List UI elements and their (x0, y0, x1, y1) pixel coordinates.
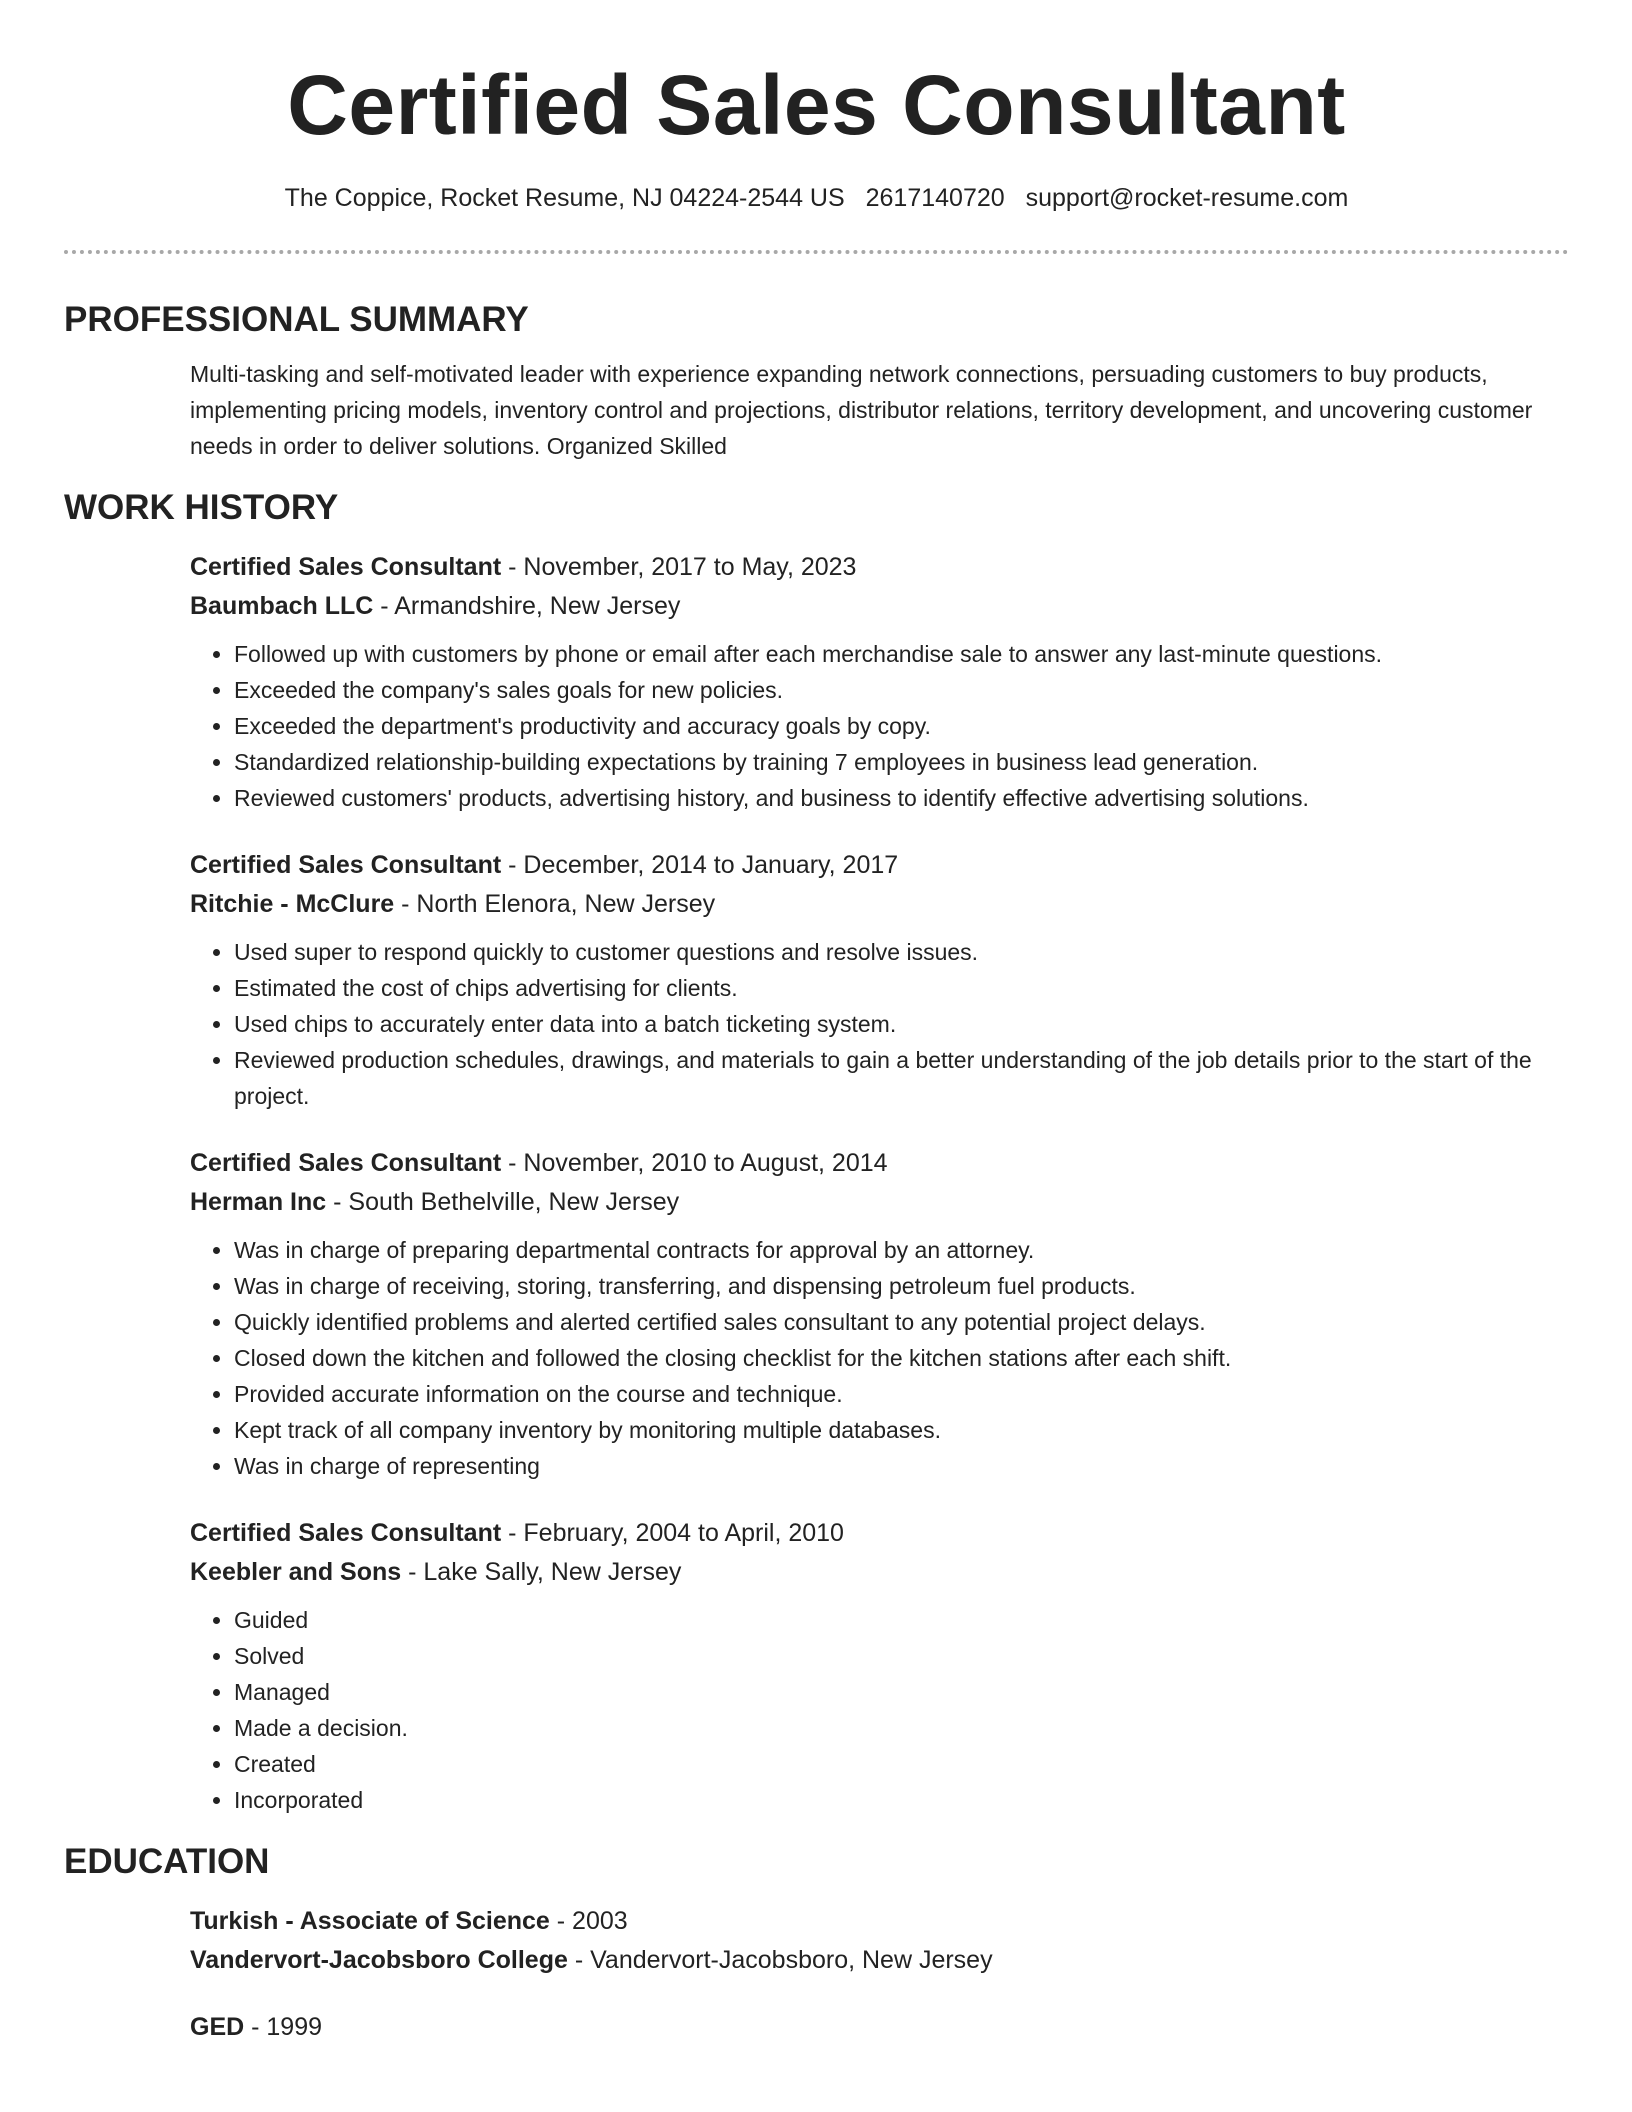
job-company-line (190, 1183, 1569, 1222)
job-location: - South Bethelville, New Jersey (326, 1188, 680, 1216)
job-company: Ritchie - McClure (190, 890, 395, 918)
job-bullets (190, 636, 1569, 816)
job-company-line (190, 587, 1569, 626)
job-title: Certified Sales Consultant (190, 1149, 502, 1177)
job-entry (190, 1144, 1569, 1484)
job-bullet: • Standardized relationship-building expectations by training 7 employees in business lead generation. (234, 744, 1569, 780)
job-company: Baumbach LLC (190, 592, 374, 620)
job-entry (190, 846, 1569, 1114)
job-bullets (190, 1602, 1569, 1818)
job-dates: - February, 2004 to April, 2010 (501, 1519, 844, 1547)
job-company-line (190, 885, 1569, 924)
job-bullet: • Used chips to accurately enter data into a batch ticketing system. (234, 1006, 1569, 1042)
job-dates: - November, 2017 to May, 2023 (501, 553, 857, 581)
resume-page (64, 0, 1569, 2047)
job-bullet: • Exceeded the company's sales goals for new policies. (234, 672, 1569, 708)
job-bullet: • Used super to respond quickly to customer questions and resolve issues. (234, 934, 1569, 970)
contact-email: support@rocket-resume.com (1025, 184, 1349, 212)
education-year: - 1999 (244, 2013, 323, 2041)
job-title: Certified Sales Consultant (190, 553, 502, 581)
education-location: - Vandervort-Jacobsboro, New Jersey (567, 1946, 993, 1974)
job-bullet: • Solved (234, 1638, 1569, 1674)
job-bullet: • Quickly identified problems and alerted certified sales consultant to any potential project delays. (234, 1304, 1569, 1340)
job-title-line (190, 548, 1569, 587)
job-location: - Lake Sally, New Jersey (401, 1558, 682, 1586)
contact-address: The Coppice, Rocket Resume, NJ 04224-2544 US (284, 184, 845, 212)
job-location: - North Elenora, New Jersey (394, 890, 716, 918)
job-bullet: • Reviewed production schedules, drawings, and materials to gain a better understanding of the job details prior to the start of the project. (234, 1042, 1569, 1114)
education-school: Vandervort-Jacobsboro College (190, 1946, 568, 1974)
job-company: Keebler and Sons (190, 1558, 402, 1586)
job-bullet: • Followed up with customers by phone or email after each merchandise sale to answer any last-minute questions. (234, 636, 1569, 672)
header-divider (64, 250, 1569, 254)
job-entry (190, 1514, 1569, 1818)
section-heading-work: WORK HISTORY (64, 488, 339, 527)
education-entry (190, 2008, 1569, 2047)
job-bullet: • Was in charge of preparing departmental contracts for approval by an attorney. (234, 1232, 1569, 1268)
job-bullet: • Incorporated (234, 1782, 1569, 1818)
job-location: - Armandshire, New Jersey (373, 592, 681, 620)
job-bullet: • Provided accurate information on the course and technique. (234, 1376, 1569, 1412)
education-degree-line (190, 2008, 1569, 2047)
job-dates: - November, 2010 to August, 2014 (501, 1149, 888, 1177)
job-dates: - December, 2014 to January, 2017 (501, 851, 899, 879)
education-school-line (190, 1941, 1569, 1980)
job-bullets (190, 934, 1569, 1114)
job-title: Certified Sales Consultant (190, 1519, 502, 1547)
education-degree-line (190, 1902, 1569, 1941)
job-bullet: • Closed down the kitchen and followed the closing checklist for the kitchen stations after each shift. (234, 1340, 1569, 1376)
job-bullets (190, 1232, 1569, 1484)
summary-text: Multi-tasking and self-motivated leader with experience expanding network connections, persuading customers to buy products, implementing pricing models, inventory control and projections, distributor relations, territory development, and uncovering customer needs in order to deliver solutions. Organized Skilled (190, 361, 1533, 459)
job-title: Certified Sales Consultant (190, 851, 502, 879)
education-entry (190, 1902, 1569, 1980)
contact-phone: 2617140720 (865, 184, 1005, 212)
education-degree: Turkish - Associate of Science (190, 1907, 550, 1935)
job-entry (190, 548, 1569, 816)
section-heading-summary: PROFESSIONAL SUMMARY (64, 300, 529, 339)
education-degree: GED (190, 2013, 245, 2041)
resume-title: Certified Sales Consultant (287, 58, 1346, 152)
job-bullet: • Kept track of all company inventory by monitoring multiple databases. (234, 1412, 1569, 1448)
contact-line (64, 182, 1569, 214)
job-bullet: • Guided (234, 1602, 1569, 1638)
job-title-line (190, 1514, 1569, 1553)
job-bullet: • Exceeded the department's productivity and accuracy goals by copy. (234, 708, 1569, 744)
job-bullet: • Made a decision. (234, 1710, 1569, 1746)
job-bullet: • Reviewed customers' products, advertising history, and business to identify effective advertising solutions. (234, 780, 1569, 816)
education-year: - 2003 (549, 1907, 628, 1935)
job-bullet: • Managed (234, 1674, 1569, 1710)
job-bullet: • Was in charge of representing (234, 1448, 1569, 1484)
job-bullet: • Created (234, 1746, 1569, 1782)
job-bullet: • Was in charge of receiving, storing, transferring, and dispensing petroleum fuel products. (234, 1268, 1569, 1304)
job-company-line (190, 1553, 1569, 1592)
job-bullet: • Estimated the cost of chips advertising for clients. (234, 970, 1569, 1006)
job-company: Herman Inc (190, 1188, 327, 1216)
job-title-line (190, 1144, 1569, 1183)
job-title-line (190, 846, 1569, 885)
section-heading-education: EDUCATION (64, 1842, 270, 1881)
